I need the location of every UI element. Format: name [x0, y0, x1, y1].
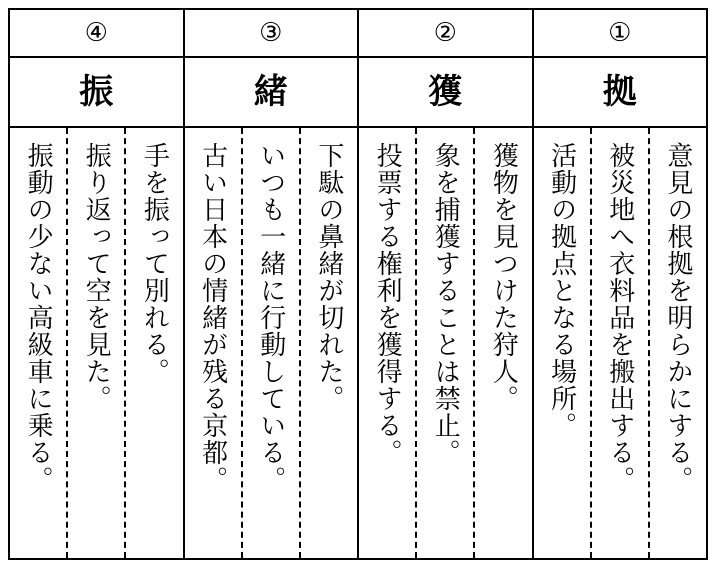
- example-sentence: 意見の根拠を明らかにする。: [662, 142, 693, 493]
- sentence-cell: [10, 128, 66, 558]
- example-sentence: 振動の少ない高級車に乗る。: [23, 142, 54, 493]
- example-sentence: 象を捕獲することは禁止。: [430, 142, 461, 466]
- example-sentences: [10, 128, 183, 558]
- example-sentences: [185, 128, 358, 558]
- sentence-cell: [533, 128, 589, 558]
- example-sentence: 振り返って空を見た。: [81, 142, 112, 412]
- column-number: ③: [185, 10, 358, 58]
- target-kanji: 獲: [359, 58, 532, 128]
- column-number: ④: [10, 10, 183, 58]
- sentence-cell: [648, 128, 706, 558]
- sentence-cell: [415, 128, 473, 558]
- kanji-worksheet: [8, 8, 708, 560]
- example-sentence: 下駄の鼻緒が切れた。: [313, 142, 344, 412]
- column-number: ①: [534, 10, 707, 58]
- sentence-cell: [124, 128, 182, 558]
- column-number: ②: [359, 10, 532, 58]
- sentence-cell: [299, 128, 357, 558]
- sentence-cell: [66, 128, 124, 558]
- kanji-column-3: [183, 10, 358, 558]
- example-sentence: 投票する権利を獲得する。: [372, 142, 403, 466]
- sentence-cell: [590, 128, 648, 558]
- example-sentence: 活動の拠点となる場所。: [546, 142, 577, 439]
- example-sentences: [534, 128, 707, 558]
- sentence-cell: [473, 128, 531, 558]
- example-sentence: 獲物を見つけた狩人。: [488, 142, 519, 412]
- sentence-cell: [359, 128, 415, 558]
- example-sentences: [359, 128, 532, 558]
- sentence-cell: [241, 128, 299, 558]
- kanji-column-4: [10, 10, 183, 558]
- example-sentence: 手を振って別れる。: [139, 142, 170, 385]
- example-sentence: 古い日本の情緒が残る京都。: [197, 142, 228, 493]
- target-kanji: 緒: [185, 58, 358, 128]
- kanji-column-1: [532, 10, 707, 558]
- example-sentence: いつも一緒に行動している。: [255, 142, 286, 493]
- target-kanji: 拠: [534, 58, 707, 128]
- sentence-cell: [184, 128, 240, 558]
- kanji-column-2: [357, 10, 532, 558]
- example-sentence: 被災地へ衣料品を搬出する。: [604, 142, 635, 493]
- target-kanji: 振: [10, 58, 183, 128]
